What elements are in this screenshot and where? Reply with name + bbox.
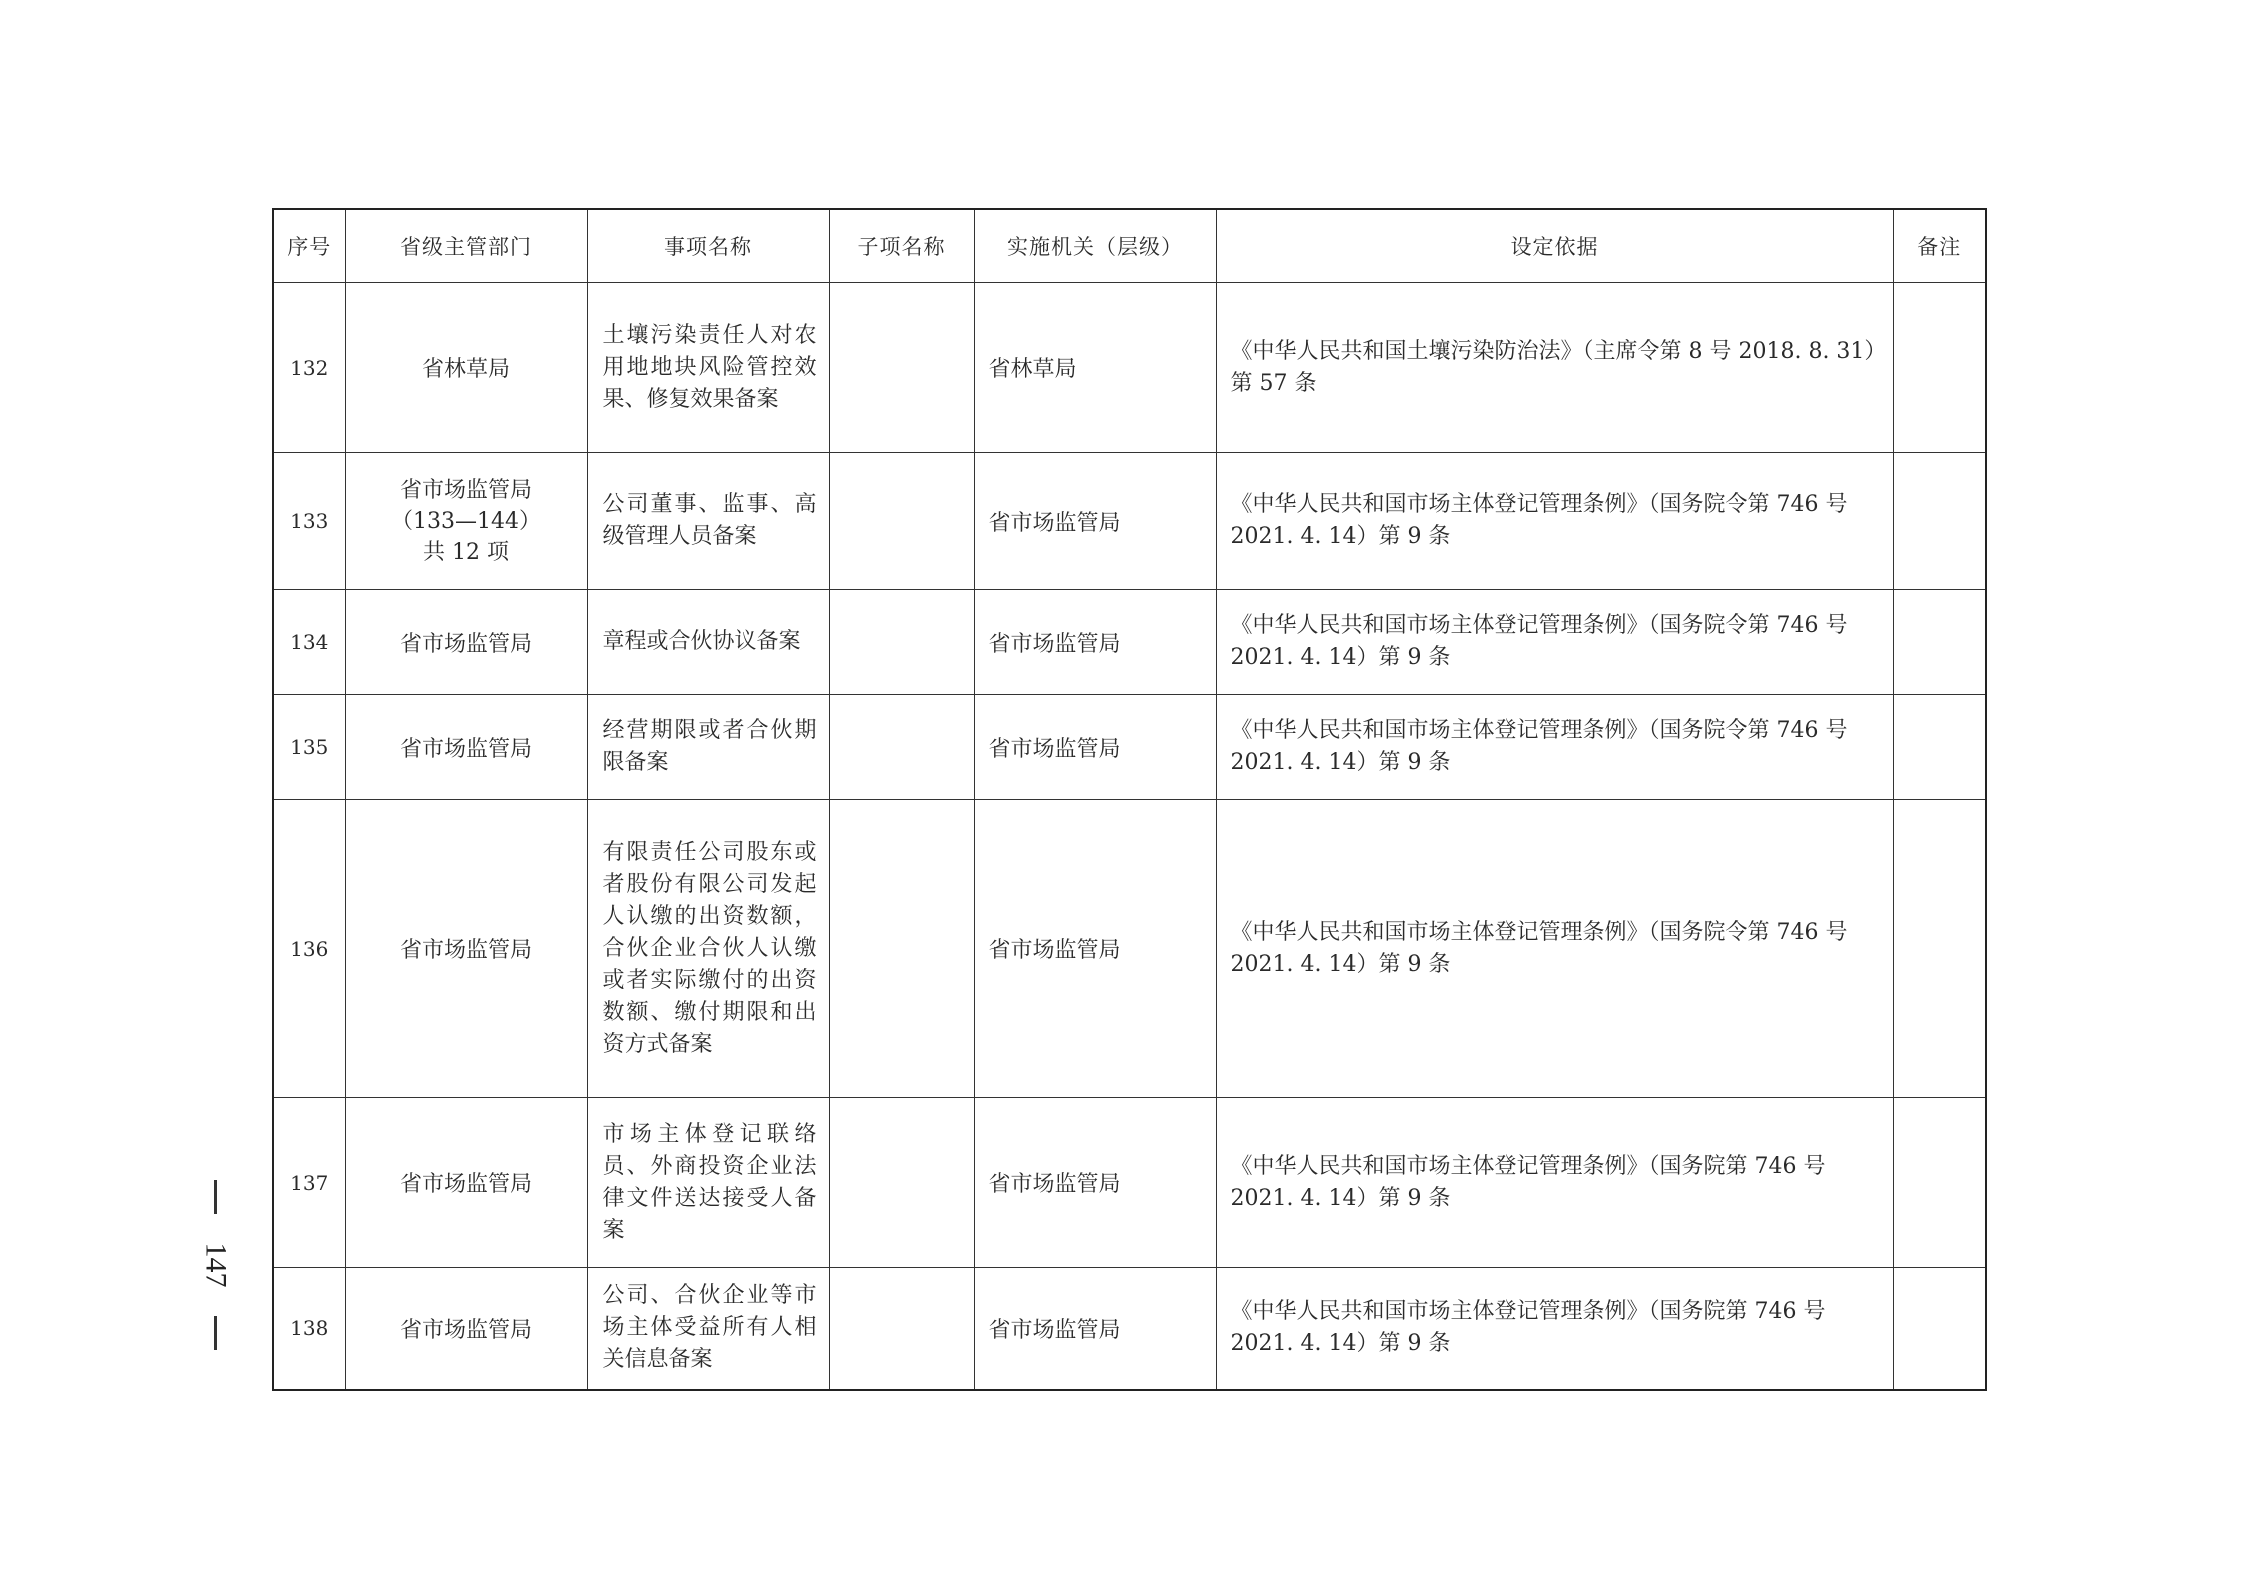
legal-basis: 《中华人民共和国市场主体登记管理条例》（国务院令第 746 号 2021. 4. 14）第 9 条 [1216, 695, 1893, 800]
serial-no: 137 [273, 1098, 345, 1268]
subitem-name [829, 1098, 974, 1268]
serial-no: 135 [273, 695, 345, 800]
header-serial-no: 序号 [273, 209, 345, 283]
serial-no: 133 [273, 453, 345, 590]
item-name: 章程或合伙协议备案 [587, 590, 829, 695]
table-row [273, 590, 1986, 695]
table-row [273, 695, 1986, 800]
table-row [273, 1098, 1986, 1268]
item-name: 公司、合伙企业等市场主体受益所有人相关信息备案 [587, 1268, 829, 1390]
department-count: 共 12 项 [423, 539, 509, 565]
remarks [1893, 283, 1986, 453]
page-number-dash-top [214, 1180, 217, 1214]
implementing-agency: 省市场监管局 [974, 590, 1216, 695]
table-row [273, 453, 1986, 590]
serial-no: 134 [273, 590, 345, 695]
subitem-name [829, 283, 974, 453]
remarks [1893, 800, 1986, 1098]
legal-basis: 《中华人民共和国市场主体登记管理条例》（国务院令第 746 号 2021. 4. 14）第 9 条 [1216, 800, 1893, 1098]
page-number [190, 1180, 240, 1350]
table-row [273, 800, 1986, 1098]
header-department: 省级主管部门 [345, 209, 587, 283]
implementing-agency: 省市场监管局 [974, 695, 1216, 800]
remarks [1893, 453, 1986, 590]
legal-basis: 《中华人民共和国土壤污染防治法》（主席令第 8 号 2018. 8. 31）第 57 条 [1216, 283, 1893, 453]
department: 省市场监管局 [345, 1268, 587, 1390]
header-implementing-agency: 实施机关（层级） [974, 209, 1216, 283]
subitem-name [829, 590, 974, 695]
remarks [1893, 1098, 1986, 1268]
item-name: 土壤污染责任人对农用地地块风险管控效果、修复效果备案 [587, 283, 829, 453]
legal-basis: 《中华人民共和国市场主体登记管理条例》（国务院令第 746 号 2021. 4. 14）第 9 条 [1216, 453, 1893, 590]
remarks [1893, 695, 1986, 800]
department-name: 省市场监管局 [399, 477, 532, 503]
remarks [1893, 590, 1986, 695]
department: 省市场监管局 [345, 800, 587, 1098]
page-number-digits: 147 [199, 1242, 232, 1288]
subitem-name [829, 800, 974, 1098]
implementing-agency: 省市场监管局 [974, 453, 1216, 590]
department [345, 453, 587, 590]
department: 省市场监管局 [345, 695, 587, 800]
item-name: 市场主体登记联络员、外商投资企业法律文件送达接受人备案 [587, 1098, 829, 1268]
table-row [273, 283, 1986, 453]
subitem-name [829, 453, 974, 590]
implementing-agency: 省市场监管局 [974, 800, 1216, 1098]
table-row [273, 1268, 1986, 1390]
table-header-row [273, 209, 1986, 283]
serial-no: 132 [273, 283, 345, 453]
item-name: 经营期限或者合伙期限备案 [587, 695, 829, 800]
subitem-name [829, 695, 974, 800]
department: 省市场监管局 [345, 590, 587, 695]
legal-basis: 《中华人民共和国市场主体登记管理条例》（国务院第 746 号 2021. 4. 14）第 9 条 [1216, 1098, 1893, 1268]
header-remarks: 备注 [1893, 209, 1986, 283]
implementing-agency: 省林草局 [974, 283, 1216, 453]
page-number-dash-bottom [214, 1316, 217, 1350]
item-name: 公司董事、监事、高级管理人员备案 [587, 453, 829, 590]
serial-no: 136 [273, 800, 345, 1098]
header-item-name: 事项名称 [587, 209, 829, 283]
serial-no: 138 [273, 1268, 345, 1390]
legal-basis: 《中华人民共和国市场主体登记管理条例》（国务院令第 746 号 2021. 4. 14）第 9 条 [1216, 590, 1893, 695]
header-subitem-name: 子项名称 [829, 209, 974, 283]
header-legal-basis: 设定依据 [1216, 209, 1893, 283]
legal-basis: 《中华人民共和国市场主体登记管理条例》（国务院第 746 号 2021. 4. 14）第 9 条 [1216, 1268, 1893, 1390]
item-name: 有限责任公司股东或者股份有限公司发起人认缴的出资数额，合伙企业合伙人认缴或者实际缴付的出资数额、缴付期限和出资方式备案 [587, 800, 829, 1098]
implementing-agency: 省市场监管局 [974, 1098, 1216, 1268]
department: 省林草局 [345, 283, 587, 453]
department-range: （133—144） [391, 508, 541, 534]
subitem-name [829, 1268, 974, 1390]
implementing-agency: 省市场监管局 [974, 1268, 1216, 1390]
filing-items-table [272, 208, 1987, 1391]
remarks [1893, 1268, 1986, 1390]
department: 省市场监管局 [345, 1098, 587, 1268]
